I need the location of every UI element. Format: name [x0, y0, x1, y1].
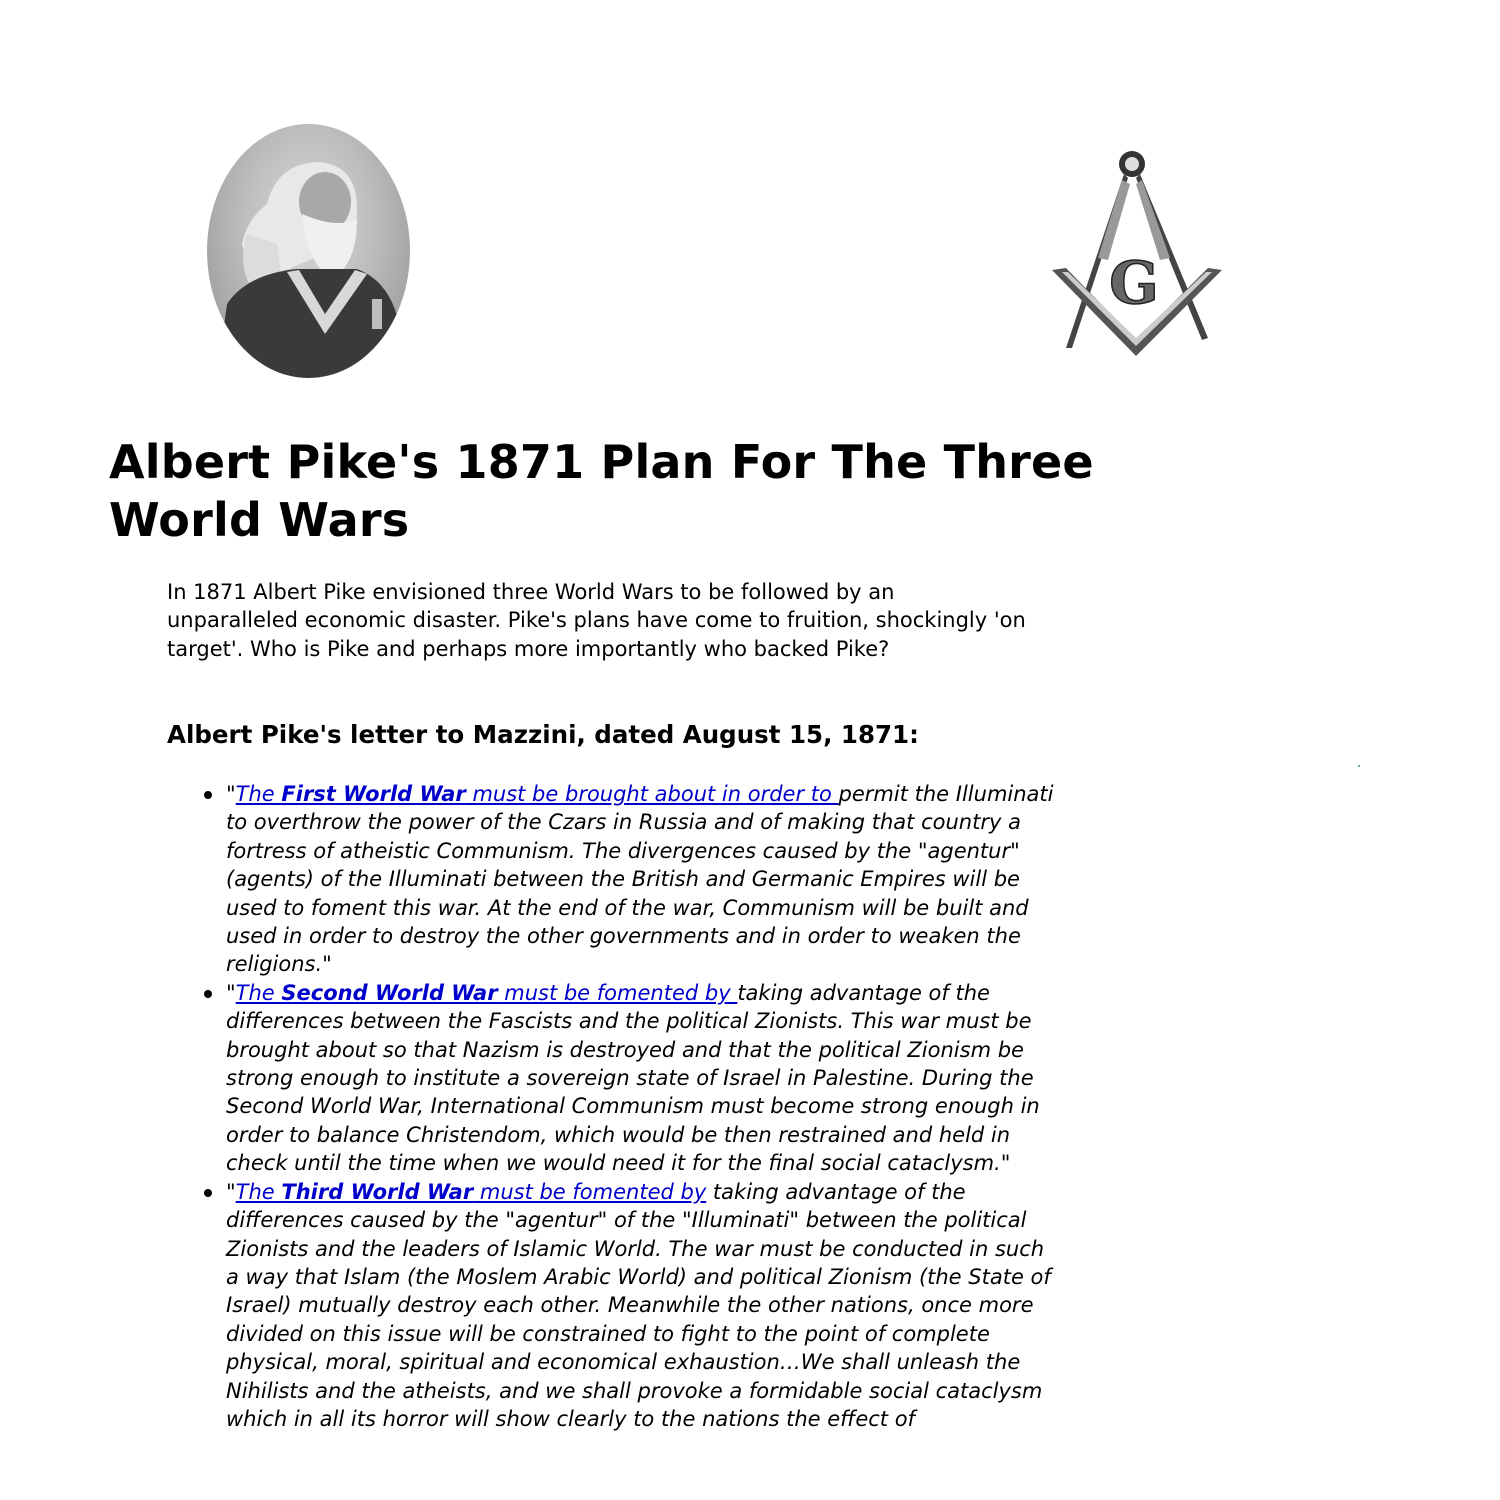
open-quote: ": [226, 782, 236, 806]
intro-paragraph: In 1871 Albert Pike envisioned three World Wars to be followed by an unparalleled economic disaster. Pike's plans have come to fruition, shockingly 'on target'. Who is Pike and perhaps more importantly who backed Pike?: [167, 580, 1026, 661]
link-suffix: must be fomented by: [497, 980, 738, 1005]
portrait-illustration: [207, 124, 410, 378]
link-bold-text: Second World War: [281, 980, 498, 1005]
link-suffix: must be brought about in order to: [465, 782, 839, 806]
link-suffix: must be fomented by: [473, 1179, 707, 1204]
square-and-compasses-emblem: [1048, 148, 1226, 360]
list-item-first-world-war: [226, 780, 1056, 979]
decorative-speck: [1358, 765, 1360, 767]
list-item-second-world-war: [226, 979, 1056, 1178]
link-prefix: The: [235, 782, 282, 806]
bullet-icon: [204, 1189, 212, 1197]
quote-text: taking advantage of the differences between the Fascists and the political Zionists. This war must be brought about so that Nazism is destroyed and that the political Zionism be strong enough to institute a sovereign state of Israel in Palestine. During the Second World War, International Communism must become strong enough in order to balance Christendom, which would be then restrained and held in check until the time when we would need it for the final social cataclysm.": [226, 980, 1040, 1176]
link-bold-text: First World War: [281, 782, 466, 806]
quote-list: [226, 780, 1056, 1433]
open-quote: ": [226, 1179, 236, 1204]
link-bold-text: Third World War: [281, 1179, 474, 1204]
open-quote: ": [226, 980, 236, 1005]
letter-g: G: [1109, 249, 1159, 317]
page-title: Albert Pike's 1871 Plan For The Three World Wars: [109, 435, 1094, 547]
link-prefix: The: [235, 1179, 282, 1204]
first-world-war-link[interactable]: [236, 782, 839, 806]
letter-heading: Albert Pike's letter to Mazzini, dated August 15, 1871:: [167, 720, 919, 749]
quote-text: taking advantage of the differences caused by the "agentur" of the "Illuminati" between the political Zionists and the leaders of Islamic World. The war must be conducted in such a way that Islam (the Moslem Arabic World) and political Zionism (the State of Israel) mutually destroy each other. Meanwhile the other nations, once more divided on this issue will be constrained to fight to the point of complete physical, moral, spiritual and economical exhaustion…We shall unleash the Nihilists and the atheists, and we shall provoke a formidable social cataclysm which in all its horror will show clearly to the nations the effect of: [226, 1179, 1051, 1431]
quote-text: permit the Illuminati to overthrow the power of the Czars in Russia and of making that country a fortress of atheistic Communism. The divergences caused by the "agentur" (agents) of the Illuminati between the British and Germanic Empires will be used to foment this war. At the end of the war, Communism will be built and used in order to destroy the other governments and in order to weaken the religions.": [226, 782, 1054, 977]
link-prefix: The: [235, 980, 282, 1005]
bullet-icon: [204, 990, 212, 998]
list-item-third-world-war: [226, 1178, 1056, 1434]
second-world-war-link[interactable]: [236, 981, 738, 1005]
masonic-emblem-icon: [1048, 148, 1226, 360]
third-world-war-link[interactable]: [236, 1180, 707, 1204]
bullet-icon: [204, 791, 212, 799]
albert-pike-portrait: [207, 124, 410, 378]
